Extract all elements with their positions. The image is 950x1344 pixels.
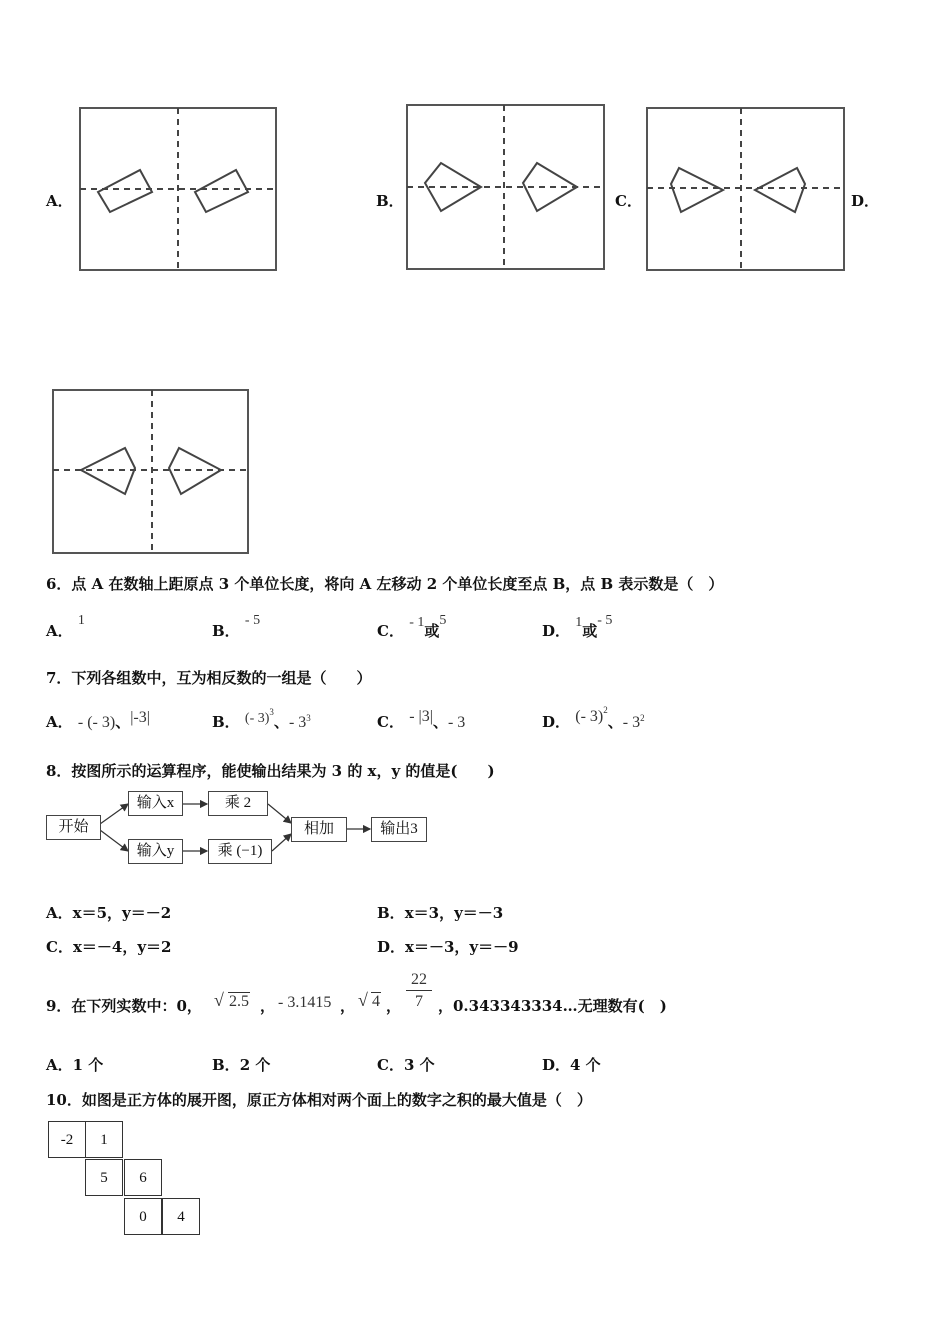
- q6-option-d: [542, 613, 613, 641]
- cube-net-cell: 4: [162, 1198, 200, 1235]
- q9-comma-2: ，: [340, 997, 356, 1015]
- q9-option-b-label: B．: [212, 1056, 240, 1074]
- q6-option-c-label: C．: [377, 622, 404, 640]
- q9-fraction-den: 7: [415, 993, 423, 1010]
- q9-option-a-label: A．: [46, 1056, 73, 1074]
- flow-times2-box: 乘 2: [208, 791, 268, 816]
- q8-option-b-text: x＝3，y＝－3: [404, 904, 504, 922]
- q6-option-c-or: 或: [424, 622, 440, 640]
- q5-option-c-label: C．: [615, 192, 642, 210]
- q7-option-c-first: - |3|: [409, 708, 433, 725]
- q6-option-c-post: 5: [439, 613, 447, 628]
- q7-stem: 7．下列各组数中，互为相反数的一组是（ ）: [46, 669, 372, 687]
- q9-option-d-text: 4 个: [570, 1056, 601, 1074]
- q9-option-c-label: C．: [377, 1056, 404, 1074]
- q8-option-b: [377, 902, 503, 923]
- q5-option-a-label: A．: [46, 192, 73, 210]
- q6-option-d-post: - 5: [597, 613, 613, 628]
- q6-option-a: [46, 613, 85, 641]
- q6-option-d-pre: 1: [575, 615, 583, 630]
- q5-figure-b: [405, 103, 607, 273]
- q7-option-d-first: (- 3): [575, 708, 604, 725]
- q6-option-b-label: B．: [212, 622, 240, 640]
- q8-option-d: [377, 936, 519, 957]
- q7-option-d: [542, 705, 645, 732]
- q8-option-c: [46, 936, 172, 957]
- q9-comma-1: ，: [260, 997, 276, 1015]
- q7-option-c-second: - 3: [447, 714, 466, 731]
- q9-option-b: [212, 1054, 270, 1075]
- q7-option-b-second: - 3: [288, 714, 307, 731]
- q8-option-a-text: x＝5，y＝－2: [72, 904, 172, 922]
- q8-option-a: [46, 902, 171, 923]
- q8-option-a-label: A．: [46, 904, 73, 922]
- q6-option-c-pre: - 1: [409, 615, 425, 630]
- q5-figure-d: [51, 388, 251, 556]
- q9-option-a: [46, 1054, 103, 1075]
- q7-option-a: [46, 711, 150, 732]
- cube-net: [48, 1121, 204, 1239]
- q8-option-c-label: C．: [46, 938, 73, 956]
- q7-option-a-label: A．: [46, 713, 73, 731]
- q8-option-d-text: x＝－3，y＝－9: [405, 938, 519, 956]
- q10-stem: 10．如图是正方体的展开图，原正方体相对两个面上的数字之积的最大值是（ ）: [46, 1091, 592, 1109]
- q6-option-a-label: A．: [46, 622, 73, 640]
- q7-option-c-label: C．: [377, 713, 404, 731]
- q5-option-b-label: B．: [376, 192, 404, 210]
- q7-option-b-sep: 、: [273, 713, 289, 731]
- q9-fraction-num: 22: [406, 970, 432, 991]
- q9-number: - 3.1415: [278, 994, 332, 1011]
- q8-option-b-label: B．: [377, 904, 405, 922]
- q7-option-d-first-exp: 2: [603, 705, 608, 715]
- q9-option-c: [377, 1054, 435, 1075]
- q7-option-d-second-exp: 2: [640, 713, 645, 723]
- q9-prefix: 9．在下列实数中：0，: [46, 997, 202, 1015]
- q7-option-c: [377, 708, 466, 732]
- cube-net-cell: 5: [85, 1159, 123, 1196]
- q6-option-d-or: 或: [582, 622, 598, 640]
- q8-flowchart: [44, 786, 434, 870]
- q9-tail: ，0.343343334…无理数有( ): [438, 997, 667, 1015]
- q7-option-c-sep: 、: [432, 713, 448, 731]
- q9-comma-3: ，: [386, 997, 402, 1015]
- q8-option-c-text: x＝－4，y＝2: [72, 938, 172, 956]
- q7-option-b-first-exp: 3: [269, 707, 274, 717]
- cube-net-cell: 1: [85, 1121, 123, 1158]
- q9-sqrt-arg-2: 4: [372, 993, 380, 1010]
- cube-net-cell: -2: [48, 1121, 86, 1158]
- q9-sqrt-sign-1: √: [214, 990, 224, 1010]
- q7-option-b: [212, 707, 311, 732]
- q9-option-d-label: D．: [542, 1056, 571, 1074]
- cube-net-cell: 0: [124, 1198, 162, 1235]
- flow-input-x-box: 输入x: [128, 791, 183, 816]
- q7-option-d-second: - 3: [622, 714, 641, 731]
- q6-option-b-value: - 5: [244, 613, 261, 628]
- q7-option-b-label: B．: [212, 713, 240, 731]
- q9-fraction: [406, 970, 432, 1013]
- q9-option-c-text: 3 个: [403, 1056, 435, 1074]
- q7-option-b-first: (- 3): [244, 711, 270, 726]
- q7-option-b-second-exp: 3: [306, 713, 311, 723]
- cube-net-cell: 6: [124, 1159, 162, 1196]
- q6-option-d-label: D．: [542, 622, 571, 640]
- q7-option-a-first: - (- 3): [77, 714, 116, 731]
- q9-option-d: [542, 1054, 601, 1075]
- q8-option-d-label: D．: [377, 938, 406, 956]
- q5-figure-c: [645, 106, 847, 274]
- q6-option-a-value: 1: [77, 613, 85, 628]
- flow-add-box: 相加: [291, 817, 347, 842]
- q7-option-d-sep: 、: [607, 713, 623, 731]
- flow-start-box: 开始: [46, 815, 101, 840]
- q9-sqrt-sign-2: √: [358, 990, 368, 1010]
- flow-times-neg1-box: 乘 (−1): [208, 839, 272, 864]
- q5-option-d-label: D．: [851, 192, 880, 210]
- q9-sqrt-arg-1: 2.5: [229, 993, 249, 1010]
- q9-option-a-text: 1 个: [72, 1056, 104, 1074]
- q7-option-a-sep: 、: [115, 713, 131, 731]
- q6-option-b: [212, 613, 261, 641]
- q6-option-c: [377, 613, 447, 641]
- q7-option-d-label: D．: [542, 713, 571, 731]
- flow-output-box: 输出3: [371, 817, 427, 842]
- q6-stem: 6．点 A 在数轴上距原点 3 个单位长度，将向 A 左移动 2 个单位长度至点 B，点 B 表示数是（ ）: [46, 575, 724, 593]
- flow-input-y-box: 输入y: [128, 839, 183, 864]
- q9-option-b-text: 2 个: [239, 1056, 271, 1074]
- q5-figure-a: [78, 106, 278, 274]
- q7-option-a-second: |-3|: [130, 709, 150, 726]
- q8-stem: 8．按图所示的运算程序，能使输出结果为 3 的 x，y 的值是( ): [46, 762, 495, 780]
